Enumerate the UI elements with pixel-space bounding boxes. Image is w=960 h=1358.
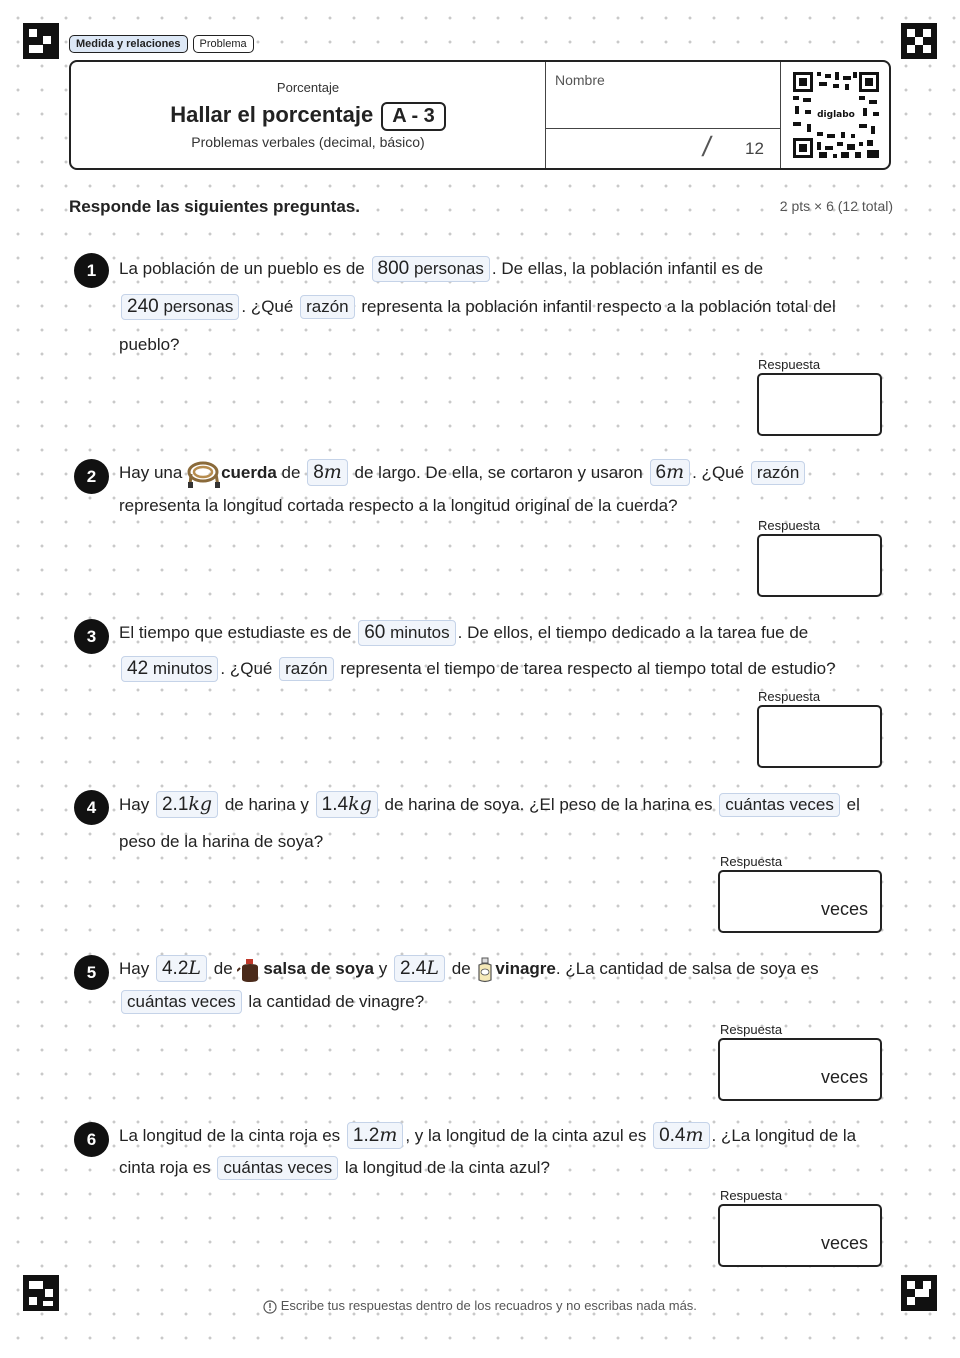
value-box bbox=[347, 1122, 403, 1149]
unit: minutos bbox=[390, 623, 450, 642]
value: 4.2 bbox=[161, 958, 189, 979]
q6-text: . ¿La longitud de la bbox=[711, 1126, 857, 1145]
unit: kg bbox=[348, 793, 372, 815]
question-4-line-2: peso de la harina de soya? bbox=[119, 832, 324, 851]
question-number: 6 bbox=[74, 1122, 109, 1157]
answer-box-2[interactable] bbox=[757, 534, 882, 597]
q5-text: de bbox=[213, 959, 233, 978]
q2-text: de largo. De ella, se cortaron y usaron bbox=[354, 463, 643, 482]
unit: m bbox=[666, 461, 685, 483]
footer-text: Escribe tus respuestas dentro de los recuadros y no escribas nada más. bbox=[280, 1298, 697, 1313]
question-2-line-1 bbox=[119, 459, 807, 488]
unit: kg bbox=[188, 793, 213, 815]
value-box bbox=[307, 459, 348, 486]
type-tag: Problema bbox=[193, 35, 254, 53]
q5-text: la cantidad de vinagre? bbox=[248, 992, 425, 1011]
unit-label: veces bbox=[820, 1067, 868, 1087]
keyword-box: razón bbox=[300, 295, 355, 319]
corner-marker-top-left bbox=[23, 23, 59, 59]
q4-text: el bbox=[846, 795, 860, 814]
worksheet-code: A - 3 bbox=[381, 102, 446, 131]
value-box bbox=[650, 459, 691, 486]
q5-text: de bbox=[451, 959, 471, 978]
tag-group bbox=[69, 35, 254, 53]
question-1-line-3: pueblo? bbox=[119, 335, 180, 354]
unit: L bbox=[188, 957, 202, 979]
q5-text: y bbox=[378, 959, 388, 978]
score-field[interactable] bbox=[545, 129, 781, 168]
rope-icon bbox=[187, 460, 221, 488]
q2-text: . ¿Qué bbox=[692, 463, 745, 482]
question-3-line-1 bbox=[119, 620, 808, 646]
value: 800 bbox=[377, 258, 410, 279]
question-number: 1 bbox=[74, 253, 109, 288]
answer-label: Respuesta bbox=[720, 1188, 783, 1203]
unit-label: veces bbox=[820, 899, 868, 919]
unit: m bbox=[379, 1124, 398, 1146]
q3-text: . De ellos, el tiempo dedicado a la tarea fue de bbox=[457, 623, 809, 642]
unit: personas bbox=[163, 297, 234, 316]
vinegar-icon bbox=[475, 957, 495, 983]
qr-label: diglabo bbox=[817, 110, 855, 120]
answer-label: Respuesta bbox=[758, 689, 821, 704]
question-6-line-2 bbox=[119, 1156, 550, 1180]
answer-label: Respuesta bbox=[758, 518, 821, 533]
value: 8 bbox=[313, 462, 324, 483]
value: 2.4 bbox=[399, 958, 427, 979]
q5-object: salsa de soya bbox=[263, 959, 374, 978]
keyword-box: cuántas veces bbox=[719, 793, 840, 817]
q3-text: El tiempo que estudiaste es de bbox=[119, 623, 352, 642]
header-subtitle: Porcentaje bbox=[276, 80, 340, 95]
q6-text: la longitud de la cinta azul? bbox=[344, 1158, 550, 1177]
instructions: Responde las siguientes preguntas. bbox=[69, 197, 360, 216]
question-5-line-2 bbox=[119, 990, 424, 1014]
answer-box-3[interactable] bbox=[757, 705, 882, 768]
q6-text: , y la longitud de la cinta azul es bbox=[405, 1126, 647, 1145]
value-box bbox=[358, 620, 455, 646]
question-1-line-2 bbox=[119, 294, 836, 320]
question-1-line-1 bbox=[119, 256, 763, 282]
question-4-line-1 bbox=[119, 791, 860, 818]
value: 42 bbox=[127, 658, 149, 679]
question-6-line-1 bbox=[119, 1122, 856, 1149]
question-5-line-1 bbox=[119, 955, 819, 983]
unit: personas bbox=[413, 259, 484, 278]
q2-text: de bbox=[281, 463, 301, 482]
keyword-box: razón bbox=[279, 657, 334, 681]
soy-sauce-icon bbox=[237, 957, 263, 983]
q1-text: . ¿Qué bbox=[241, 297, 294, 316]
q4-text: de harina de soya. ¿El peso de la harina es bbox=[384, 795, 713, 814]
footer-note bbox=[0, 1298, 960, 1314]
answer-box-5[interactable] bbox=[718, 1038, 882, 1101]
q6-text: La longitud de la cinta roja es bbox=[119, 1126, 341, 1145]
keyword-box: cuántas veces bbox=[217, 1156, 338, 1180]
value: 240 bbox=[127, 296, 159, 317]
header-description: Problemas verbales (decimal, básico) bbox=[191, 134, 425, 150]
question-3-line-2 bbox=[119, 656, 836, 682]
value-box bbox=[394, 955, 445, 982]
value-box bbox=[121, 294, 239, 320]
answer-box-1[interactable] bbox=[757, 373, 882, 436]
value-box bbox=[372, 256, 490, 282]
value-box bbox=[316, 791, 378, 818]
unit: m bbox=[685, 1124, 704, 1146]
q1-text: representa la población infantil respecto a la población total del bbox=[361, 297, 836, 316]
q3-text: . ¿Qué bbox=[220, 659, 273, 678]
question-number: 4 bbox=[74, 790, 109, 825]
points-info: 2 pts × 6 (12 total) bbox=[779, 198, 893, 214]
info-icon bbox=[263, 1300, 277, 1314]
q4-text: de harina y bbox=[224, 795, 309, 814]
answer-label: Respuesta bbox=[720, 1022, 783, 1037]
worksheet-header bbox=[69, 60, 891, 170]
value-box bbox=[653, 1122, 709, 1149]
page-title bbox=[71, 102, 545, 131]
answer-box-4[interactable] bbox=[718, 870, 882, 933]
title-block bbox=[71, 62, 546, 168]
corner-marker-top-right bbox=[901, 23, 937, 59]
name-label: Nombre bbox=[555, 72, 605, 88]
qr-code-icon bbox=[793, 72, 879, 158]
q5-text: . ¿La cantidad de salsa de soya es bbox=[555, 959, 819, 978]
value: 0.4 bbox=[659, 1125, 686, 1146]
category-tag: Medida y relaciones bbox=[69, 35, 188, 53]
unit-label: veces bbox=[820, 1233, 868, 1253]
answer-box-6[interactable] bbox=[718, 1204, 882, 1267]
name-field[interactable] bbox=[545, 62, 781, 129]
question-number: 5 bbox=[74, 955, 109, 990]
q2-object: cuerda bbox=[221, 463, 277, 482]
q3-text: representa el tiempo de tarea respecto al tiempo total de estudio? bbox=[340, 659, 836, 678]
q5-text: Hay bbox=[119, 959, 150, 978]
value-box bbox=[156, 791, 218, 818]
value: 1.2 bbox=[352, 1125, 380, 1146]
q2-text: Hay una bbox=[119, 463, 183, 482]
unit: minutos bbox=[152, 659, 213, 678]
score-slash: / bbox=[700, 131, 714, 162]
value: 2.1 bbox=[161, 794, 189, 815]
value: 6 bbox=[655, 462, 667, 483]
q5-object: vinagre bbox=[495, 959, 556, 978]
unit: L bbox=[426, 957, 439, 979]
question-2-line-2: representa la longitud cortada respecto a la longitud original de la cuerda? bbox=[119, 496, 678, 515]
answer-label: Respuesta bbox=[720, 854, 783, 869]
q1-text: . De ellas, la población infantil es de bbox=[491, 259, 764, 278]
value: 60 bbox=[364, 622, 386, 643]
keyword-box: cuántas veces bbox=[121, 990, 242, 1014]
value: 1.4 bbox=[321, 794, 349, 815]
q6-text: cinta roja es bbox=[119, 1158, 211, 1177]
keyword-box: razón bbox=[751, 461, 806, 485]
unit: m bbox=[323, 461, 342, 483]
q1-text: La población de un pueblo es de bbox=[119, 259, 365, 278]
q4-text: Hay bbox=[119, 795, 150, 814]
question-number: 3 bbox=[74, 619, 109, 654]
value-box bbox=[121, 656, 218, 682]
title-text: Hallar el porcentaje bbox=[170, 102, 374, 127]
answer-label: Respuesta bbox=[758, 357, 821, 372]
question-number: 2 bbox=[74, 459, 109, 494]
score-total: 12 bbox=[745, 139, 764, 158]
value-box bbox=[156, 955, 207, 982]
